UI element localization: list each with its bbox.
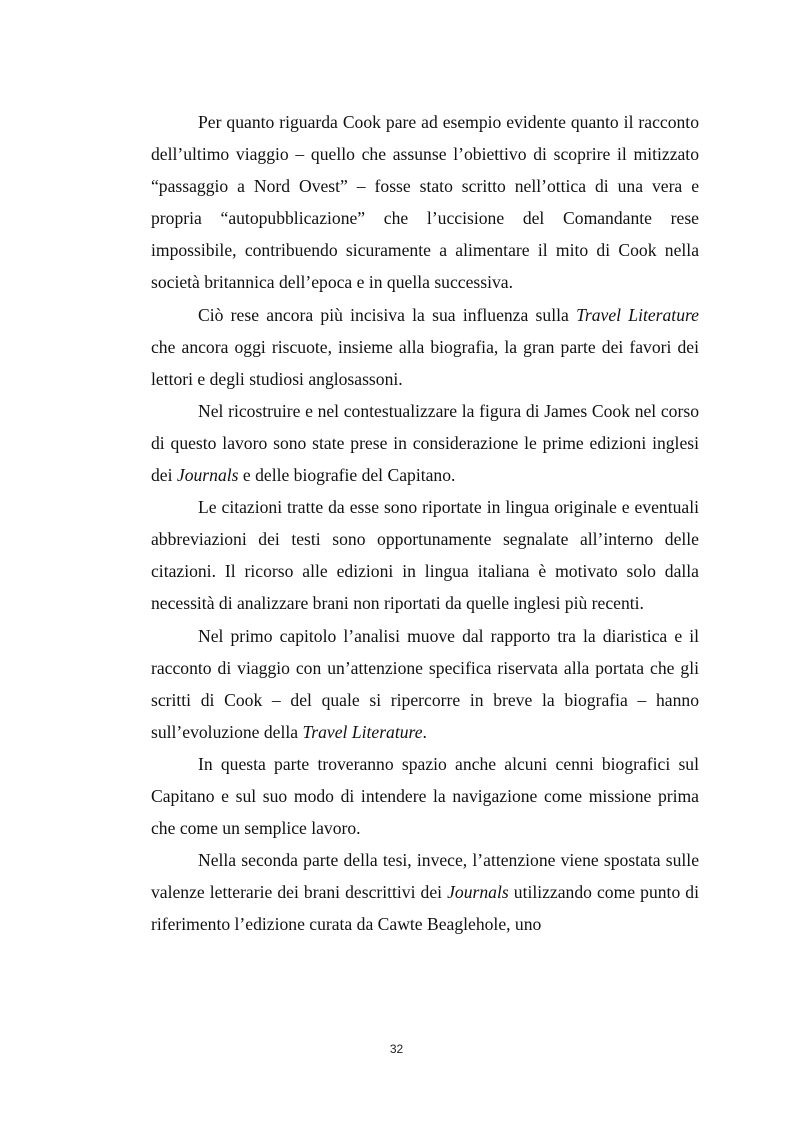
paragraph — [151, 299, 699, 395]
paragraph — [151, 395, 699, 491]
paragraph-text: Le citazioni tratte da esse sono riportate in lingua originale e eventuali abbreviazioni dei testi sono opportunamente segnalate all’interno delle citazioni. Il ricorso alle edizioni in lingua italiana è motivato solo dalla necessità di analizzare brani non riportati da quelle inglesi più recenti. — [151, 497, 699, 614]
italic-term: Journals — [447, 882, 509, 903]
paragraph-text: e delle biografie del Capitano. — [238, 465, 456, 486]
paragraph — [151, 106, 699, 299]
italic-term: Journals — [176, 465, 239, 486]
paragraph-text: . — [422, 721, 427, 742]
paragraph-text: Nel primo capitolo l’analisi muove dal rapporto tra la diaristica e il racconto di viaggio con un’attenzione specifica riservata alla portata che gli scritti di Cook – del quale si ripercorre in breve la biografia – hanno sull’evoluzione della — [151, 625, 699, 742]
page-body — [151, 106, 699, 940]
paragraph-text: che ancora oggi riscuote, insieme alla biografia, la gran parte dei favori dei lettori e degli studiosi anglosassoni. — [151, 336, 699, 389]
paragraph — [151, 748, 699, 844]
italic-term: Travel Literature — [576, 304, 699, 325]
paragraph-text: Nel ricostruire e nel contestualizzare la figura di James Cook nel corso di questo lavoro sono state prese in considerazione le prime edizioni inglesi dei — [151, 400, 699, 486]
paragraph — [151, 491, 699, 619]
paragraph-text: Ciò rese ancora più incisiva la sua influenza sulla — [198, 304, 577, 325]
paragraph-text: Per quanto riguarda Cook pare ad esempio evidente quanto il racconto dell’ultimo viaggio – quello che assunse l’obiettivo di scoprire il mitizzato “passaggio a Nord Ovest” – fosse stato scritto nell’ottica di una vera e propria “autopubblicazione” che l’uccisione del Comandante rese impossibile, contribuendo sicuramente a alimentare il mito di Cook nella società britannica dell’epoca e in quella successiva. — [151, 112, 699, 293]
paragraph — [151, 620, 699, 748]
italic-term: Travel Literature — [302, 721, 423, 742]
paragraph-text: Nella seconda parte della tesi, invece, l’attenzione viene spostata sulle valenze letterarie dei brani descrittivi dei — [151, 850, 699, 903]
paragraph-text: utilizzando come punto di riferimento l’edizione curata da Cawte Beaglehole, uno — [151, 882, 699, 935]
paragraph — [151, 844, 699, 940]
paragraph-text: In questa parte troveranno spazio anche alcuni cenni biografici sul Capitano e sul suo modo di intendere la navigazione come missione prima che come un semplice lavoro. — [151, 753, 699, 839]
page-number: 32 — [389, 1042, 404, 1056]
